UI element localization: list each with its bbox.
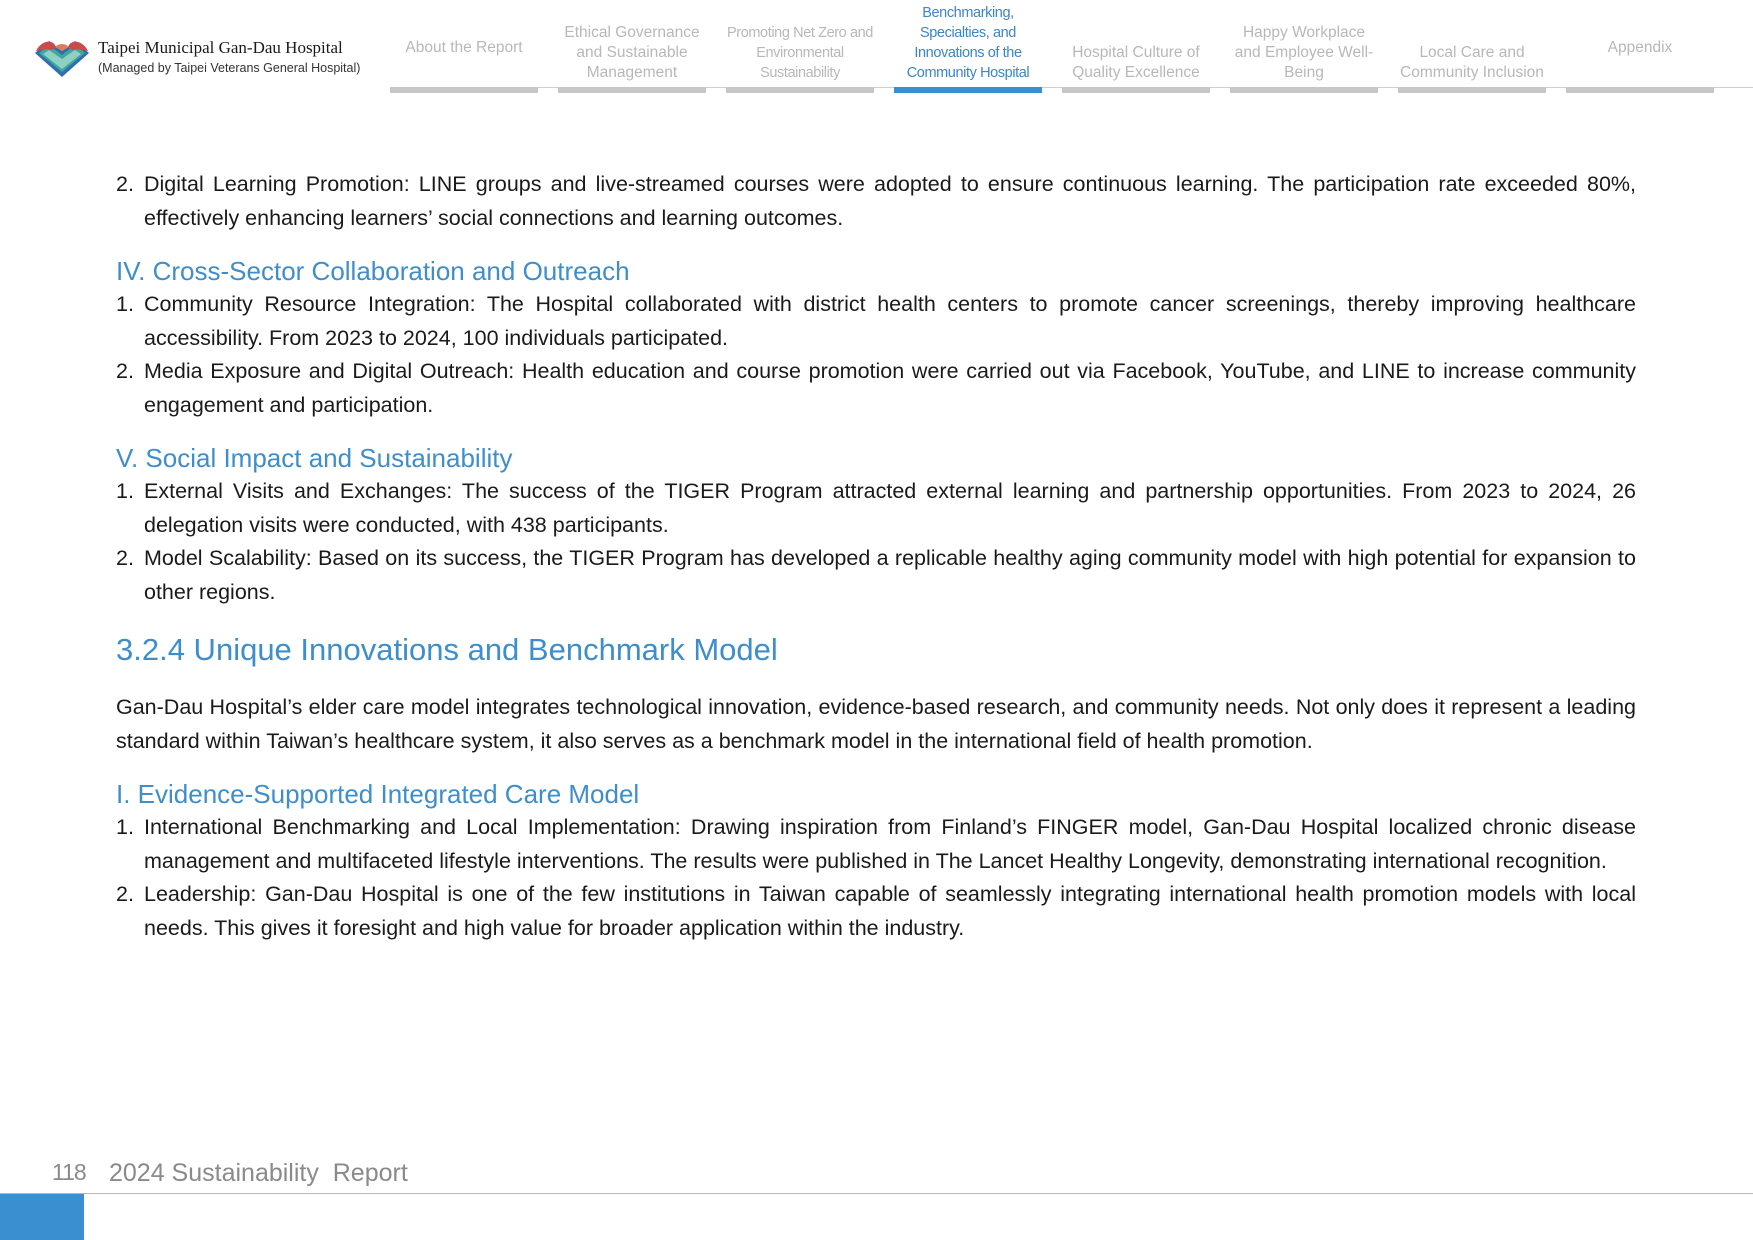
list-item: 1. External Visits and Exchanges: The success of the TIGER Program attracted external learning and partnership opportunities. From 2023 to 2024, 26 delegation visits were conducted, with 438 participants. <box>116 479 1636 537</box>
tab-happy-workplace[interactable]: Happy Workplace and Employee Well-Being <box>1230 22 1378 93</box>
list-item: 2. Media Exposure and Digital Outreach: Health education and course promotion were carried out via Facebook, YouTube, and LINE to increase community engagement and participation. <box>116 359 1636 417</box>
list-item: 2. Digital Learning Promotion: LINE groups and live-streamed courses were adopted to ensure continuous learning. The participation rate exceeded 80%, effectively enhancing learners’ social connections and learning outcomes. <box>116 172 1636 230</box>
hospital-name-block <box>98 38 360 75</box>
hospital-subtitle: (Managed by Taipei Veterans General Hospital) <box>98 61 361 75</box>
report-title: 2024 Sustainability Report <box>109 1159 408 1187</box>
list-item: 1. International Benchmarking and Local Implementation: Drawing inspiration from Finland’s FINGER model, Gan-Dau Hospital localized chronic disease management and multifaceted lifestyle interventions. The results were published in The Lancet Healthy Longevity, demonstrating international recognition. <box>116 815 1636 873</box>
intro-paragraph: Gan-Dau Hospital’s elder care model integrates technological innovation, evidence-based research, and community needs. Not only does it represent a leading standard within Taiwan’s healthcare system, it also serves as a benchmark model in the international field of health promotion. <box>116 695 1636 753</box>
page-number: 118 <box>52 1159 86 1185</box>
section-heading: V. Social Impact and Sustainability <box>116 443 513 473</box>
footer-accent-block <box>0 1194 84 1240</box>
hospital-logo[interactable] <box>33 33 91 79</box>
tab-benchmarking[interactable]: Benchmarking, Specialties, and Innovations of the Community Hospital <box>894 22 1042 93</box>
page-content <box>116 168 1636 945</box>
section-heading: I. Evidence-Supported Integrated Care Model <box>116 779 640 809</box>
tab-ethical-governance[interactable]: Ethical Governance and Sustainable Management <box>558 22 706 93</box>
tab-local-care[interactable]: Local Care and Community Inclusion <box>1398 22 1546 93</box>
list-item: 2. Leadership: Gan-Dau Hospital is one of the few institutions in Taiwan capable of seamlessly integrating international health promotion models with local needs. This gives it foresight and high value for broader application within the industry. <box>116 882 1636 940</box>
tab-about-the-report[interactable]: About the Report <box>390 22 538 93</box>
footer-divider <box>0 1193 1753 1194</box>
tab-appendix[interactable]: Appendix <box>1566 22 1714 93</box>
tab-hospital-culture[interactable]: Hospital Culture of Quality Excellence <box>1062 22 1210 93</box>
section-heading: IV. Cross-Sector Collaboration and Outreach <box>116 256 630 286</box>
hospital-name: Taipei Municipal Gan-Dau Hospital <box>98 38 343 57</box>
header <box>0 0 1753 95</box>
list-item: 2. Model Scalability: Based on its success, the TIGER Program has developed a replicable healthy aging community model with high potential for expansion to other regions. <box>116 546 1636 604</box>
tab-net-zero[interactable]: Promoting Net Zero and Environmental Sustainability <box>726 22 874 93</box>
subsection-title: 3.2.4 Unique Innovations and Benchmark Model <box>116 632 778 667</box>
list-item: 1. Community Resource Integration: The Hospital collaborated with district health centers to promote cancer screenings, thereby improving healthcare accessibility. From 2023 to 2024, 100 individuals participated. <box>116 292 1636 350</box>
